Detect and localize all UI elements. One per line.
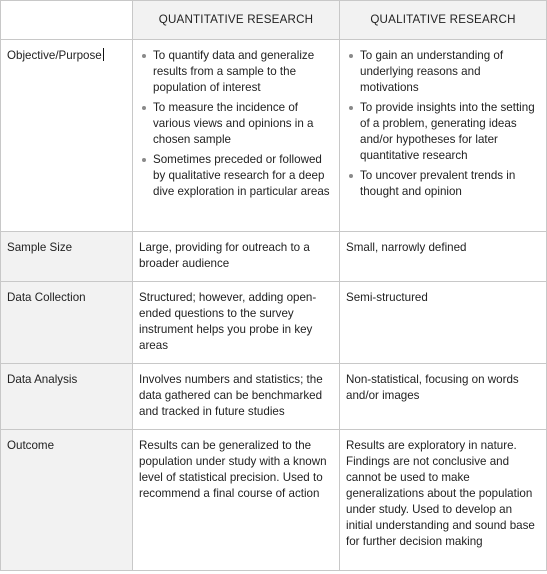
header-qualitative: QUALITATIVE RESEARCH xyxy=(340,1,547,40)
cell-qualitative-outcome: Results are exploratory in nature. Findings are not conclusive and cannot be used to make generalizations about the population under study. Used to develop an initial understanding and sound base for further decision making xyxy=(340,430,547,571)
list-item: Sometimes preceded or followed by qualitative research for a deep dive exploration in particular areas xyxy=(139,152,333,200)
cell-quantitative-sample-size: Large, providing for outreach to a broader audience xyxy=(133,232,340,282)
table-row xyxy=(1,40,547,232)
cell-quantitative-data-collection: Structured; however, adding open-ended questions to the survey instrument helps you probe in key areas xyxy=(133,282,340,364)
bullet-list xyxy=(346,48,540,200)
cell-quantitative-objective xyxy=(133,40,340,232)
cell-qualitative-data-analysis: Non-statistical, focusing on words and/or images xyxy=(340,364,547,430)
list-item: To measure the incidence of various views and opinions in a chosen sample xyxy=(139,100,333,148)
cell-quantitative-data-analysis: Involves numbers and statistics; the data gathered can be benchmarked and tracked in future studies xyxy=(133,364,340,430)
cell-quantitative-outcome: Results can be generalized to the population under study with a known level of statistical precision. Used to recommend a final course of action xyxy=(133,430,340,571)
cell-qualitative-data-collection: Semi-structured xyxy=(340,282,547,364)
table-row xyxy=(1,364,547,430)
list-item: To provide insights into the setting of a problem, generating ideas and/or hypotheses for later quantitative research xyxy=(346,100,540,164)
list-item: To gain an understanding of underlying reasons and motivations xyxy=(346,48,540,96)
bullet-list xyxy=(139,48,333,200)
text-cursor xyxy=(103,48,104,61)
header-quantitative: QUANTITATIVE RESEARCH xyxy=(133,1,340,40)
header-empty-cell xyxy=(1,1,133,40)
row-label-objective[interactable] xyxy=(1,40,133,232)
row-label-outcome: Outcome xyxy=(1,430,133,571)
cell-qualitative-sample-size: Small, narrowly defined xyxy=(340,232,547,282)
table-row xyxy=(1,232,547,282)
list-item: To uncover prevalent trends in thought and opinion xyxy=(346,168,540,200)
table-row xyxy=(1,282,547,364)
header-row xyxy=(1,1,547,40)
row-label-data-collection: Data Collection xyxy=(1,282,133,364)
row-label-text: Objective/Purpose xyxy=(7,49,102,62)
row-label-data-analysis: Data Analysis xyxy=(1,364,133,430)
row-label-sample-size: Sample Size xyxy=(1,232,133,282)
list-item: To quantify data and generalize results from a sample to the population of interest xyxy=(139,48,333,96)
table-row xyxy=(1,430,547,571)
cell-qualitative-objective xyxy=(340,40,547,232)
